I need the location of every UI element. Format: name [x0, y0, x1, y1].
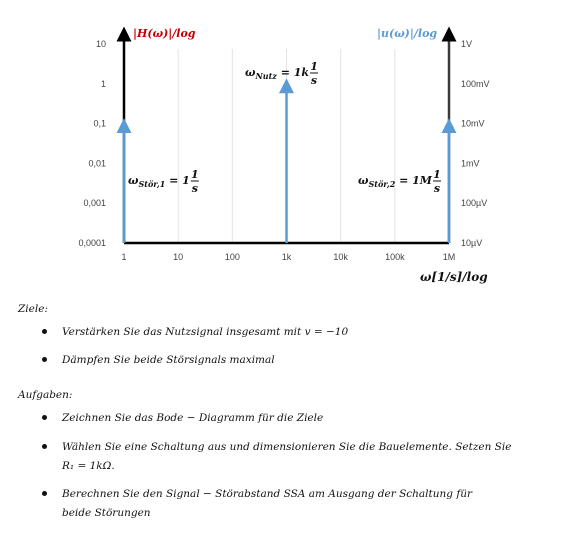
right-axis: [449, 34, 490, 248]
y-tick-label-right: 100mV: [461, 78, 490, 89]
x-axis-title: ω[1/s]/log: [420, 270, 488, 284]
list-item: Berechnen Sie den Signal − Störabstand SSA am Ausgang der Schaltung für beide Störungen: [18, 485, 558, 523]
annotation: [128, 168, 199, 195]
bullet-icon: [42, 444, 47, 449]
y-tick-label-left: 0,1: [93, 118, 106, 129]
right-axis-title: |u(ω)|/log: [377, 27, 438, 40]
y-tick-label-left: 0,0001: [78, 238, 106, 248]
annotations: [128, 60, 441, 195]
y-tick-label-right: 100µV: [461, 198, 488, 209]
list-item: Verstärken Sie das Nutzsignal insgesamt mit v = −10: [18, 323, 558, 342]
y-tick-label-left: 0,01: [88, 158, 106, 169]
annotation: [358, 168, 441, 195]
aufgaben-list: [18, 409, 558, 523]
annotation-text: $\omega_{Stör,2} = 1M$: [358, 174, 432, 189]
fraction-denominator: s: [191, 182, 198, 195]
y-tick-label-left: 10: [95, 39, 106, 49]
annotation-text: $\omega_{Stör,1} = 1$: [128, 174, 190, 189]
aufgaben-label: Aufgaben:: [18, 389, 73, 402]
left-axis-title: |H(ω)|/log: [133, 27, 196, 40]
bars: [124, 86, 449, 243]
bullet-icon: [42, 357, 47, 362]
fraction-denominator: s: [433, 182, 441, 195]
fraction-denominator: s: [310, 74, 318, 87]
y-tick-label-left: 1: [100, 78, 106, 89]
x-tick-label: 10k: [333, 252, 348, 262]
x-tick-label: 100: [224, 252, 240, 262]
x-axis: [121, 243, 455, 262]
annotation-text: $\omega_{Nutz} = 1k$: [245, 66, 310, 81]
task-text: [18, 298, 558, 533]
x-tick-label: 1M: [442, 252, 456, 262]
left-axis: [78, 34, 124, 248]
y-tick-label-left: 0,001: [83, 198, 106, 209]
annotation: [245, 60, 318, 87]
y-tick-label-right: 1mV: [461, 158, 480, 169]
ziele-list: [18, 323, 558, 371]
y-tick-label-right: 10µV: [461, 238, 483, 248]
bullet-icon: [42, 329, 47, 334]
fraction-numerator: 1: [433, 168, 441, 181]
list-item: Zeichnen Sie das Bode − Diagramm für die Ziele: [18, 409, 558, 428]
x-tick-label: 1: [121, 252, 127, 262]
y-tick-label-right: 10mV: [461, 118, 485, 129]
fraction-numerator: 1: [190, 168, 199, 181]
list-item: Dämpfen Sie beide Störsignals maximal: [18, 351, 558, 370]
bullet-icon: [42, 491, 47, 496]
ziele-label: Ziele:: [18, 303, 48, 315]
bullet-icon: [42, 415, 47, 420]
fraction-numerator: 1: [310, 60, 318, 73]
x-tick-label: 1k: [281, 252, 292, 262]
list-item: Wählen Sie eine Schaltung aus und dimensionieren Sie die Bauelemente. Setzen Sie R₁ = 1kΩ.: [18, 438, 558, 476]
y-tick-label-right: 1V: [461, 39, 473, 49]
x-tick-label: 100k: [385, 252, 405, 262]
x-tick-label: 10: [173, 252, 184, 262]
